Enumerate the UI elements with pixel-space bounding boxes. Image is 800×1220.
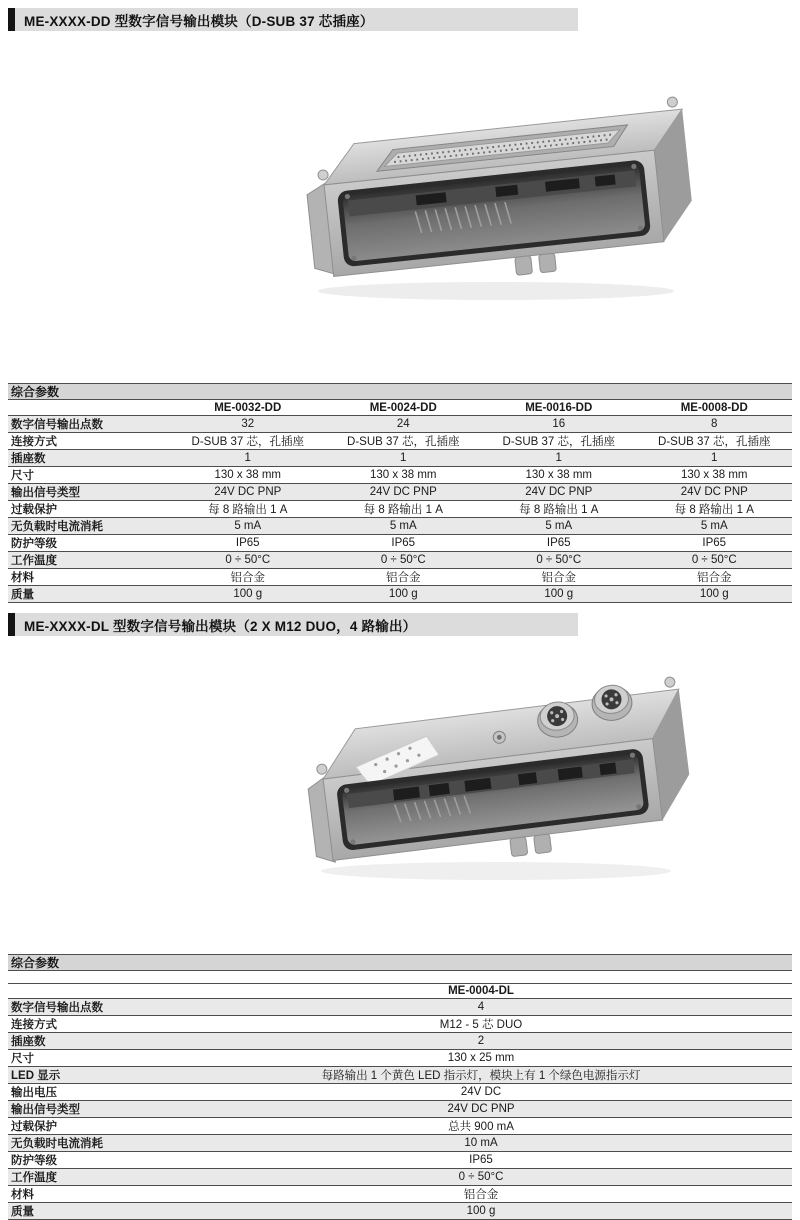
table-row: 尺寸 130 x 25 mm [8, 1050, 792, 1067]
table-row: 连接方式 M12 - 5 芯 DUO [8, 1016, 792, 1033]
table-row: 质量 100 g 100 g 100 g 100 g [8, 586, 792, 603]
table-row: 数字信号输出点数 32 24 16 8 [8, 416, 792, 433]
spec-label-header [8, 400, 170, 416]
dl-module-photo [296, 666, 696, 896]
dl-section-title: ME-XXXX-DL 型数字信号输出模块（2 X M12 DUO，4 路输出） [24, 618, 417, 634]
dl-table-section-header: 综合参数 [8, 954, 792, 971]
table-row: LED 显示 每路输出 1 个黄色 LED 指示灯，模块上有 1 个绿色电源指示灯 [8, 1067, 792, 1084]
dl-spec-table [8, 983, 792, 1220]
table-row: 无负载时电流消耗 10 mA [8, 1135, 792, 1152]
table-row: 材料 铝合金 铝合金 铝合金 铝合金 [8, 569, 792, 586]
table-row: 防护等级 IP65 [8, 1152, 792, 1169]
table-gap [8, 971, 792, 983]
spec-label-header [8, 984, 170, 999]
table-row: 过载保护 每 8 路输出 1 A 每 8 路输出 1 A 每 8 路输出 1 A 每 8 路输出 1 A [8, 501, 792, 518]
table-row: 尺寸 130 x 38 mm 130 x 38 mm 130 x 38 mm 130 x 38 mm [8, 467, 792, 484]
table-row: 插座数 1 1 1 1 [8, 450, 792, 467]
title-accent-tab [8, 8, 15, 31]
table-row: 无负载时电流消耗 5 mA 5 mA 5 mA 5 mA [8, 518, 792, 535]
table-row: 工作温度 0 ÷ 50°C 0 ÷ 50°C 0 ÷ 50°C 0 ÷ 50°C [8, 552, 792, 569]
dd-section-title: ME-XXXX-DD 型数字信号输出模块（D-SUB 37 芯插座） [24, 13, 374, 29]
dd-module-figure [8, 31, 792, 383]
table-row: 输出信号类型 24V DC PNP [8, 1101, 792, 1118]
dd-section-title-bar [8, 8, 578, 31]
model-column-header: ME-0016-DD [481, 400, 637, 416]
table-row: 数字信号输出点数 4 [8, 999, 792, 1016]
dd-spec-table [8, 400, 792, 603]
table-row: 连接方式 D-SUB 37 芯，孔插座 D-SUB 37 芯，孔插座 D-SUB 37 芯，孔插座 D-SUB 37 芯，孔插座 [8, 433, 792, 450]
dl-module-figure [8, 636, 792, 954]
model-column-header: ME-0008-DD [637, 400, 793, 416]
table-row: 输出电压 24V DC [8, 1084, 792, 1101]
table-row: 过载保护 总共 900 mA [8, 1118, 792, 1135]
model-column-header: ME-0024-DD [326, 400, 482, 416]
table-row: 插座数 2 [8, 1033, 792, 1050]
dl-section-title-bar [8, 613, 578, 636]
table-row: 质量 100 g [8, 1203, 792, 1220]
model-column-header: ME-0004-DL [170, 984, 792, 999]
model-column-header: ME-0032-DD [170, 400, 326, 416]
table-row: 工作温度 0 ÷ 50°C [8, 1169, 792, 1186]
dd-table-section-header: 综合参数 [8, 383, 792, 400]
table-row: 输出信号类型 24V DC PNP 24V DC PNP 24V DC PNP 24V DC PNP [8, 484, 792, 501]
dl-table-header-row [8, 984, 792, 999]
title-accent-tab [8, 613, 15, 636]
dd-table-header-row [8, 400, 792, 416]
dd-module-photo [296, 79, 696, 309]
table-row: 防护等级 IP65 IP65 IP65 IP65 [8, 535, 792, 552]
table-row: 材料 铝合金 [8, 1186, 792, 1203]
